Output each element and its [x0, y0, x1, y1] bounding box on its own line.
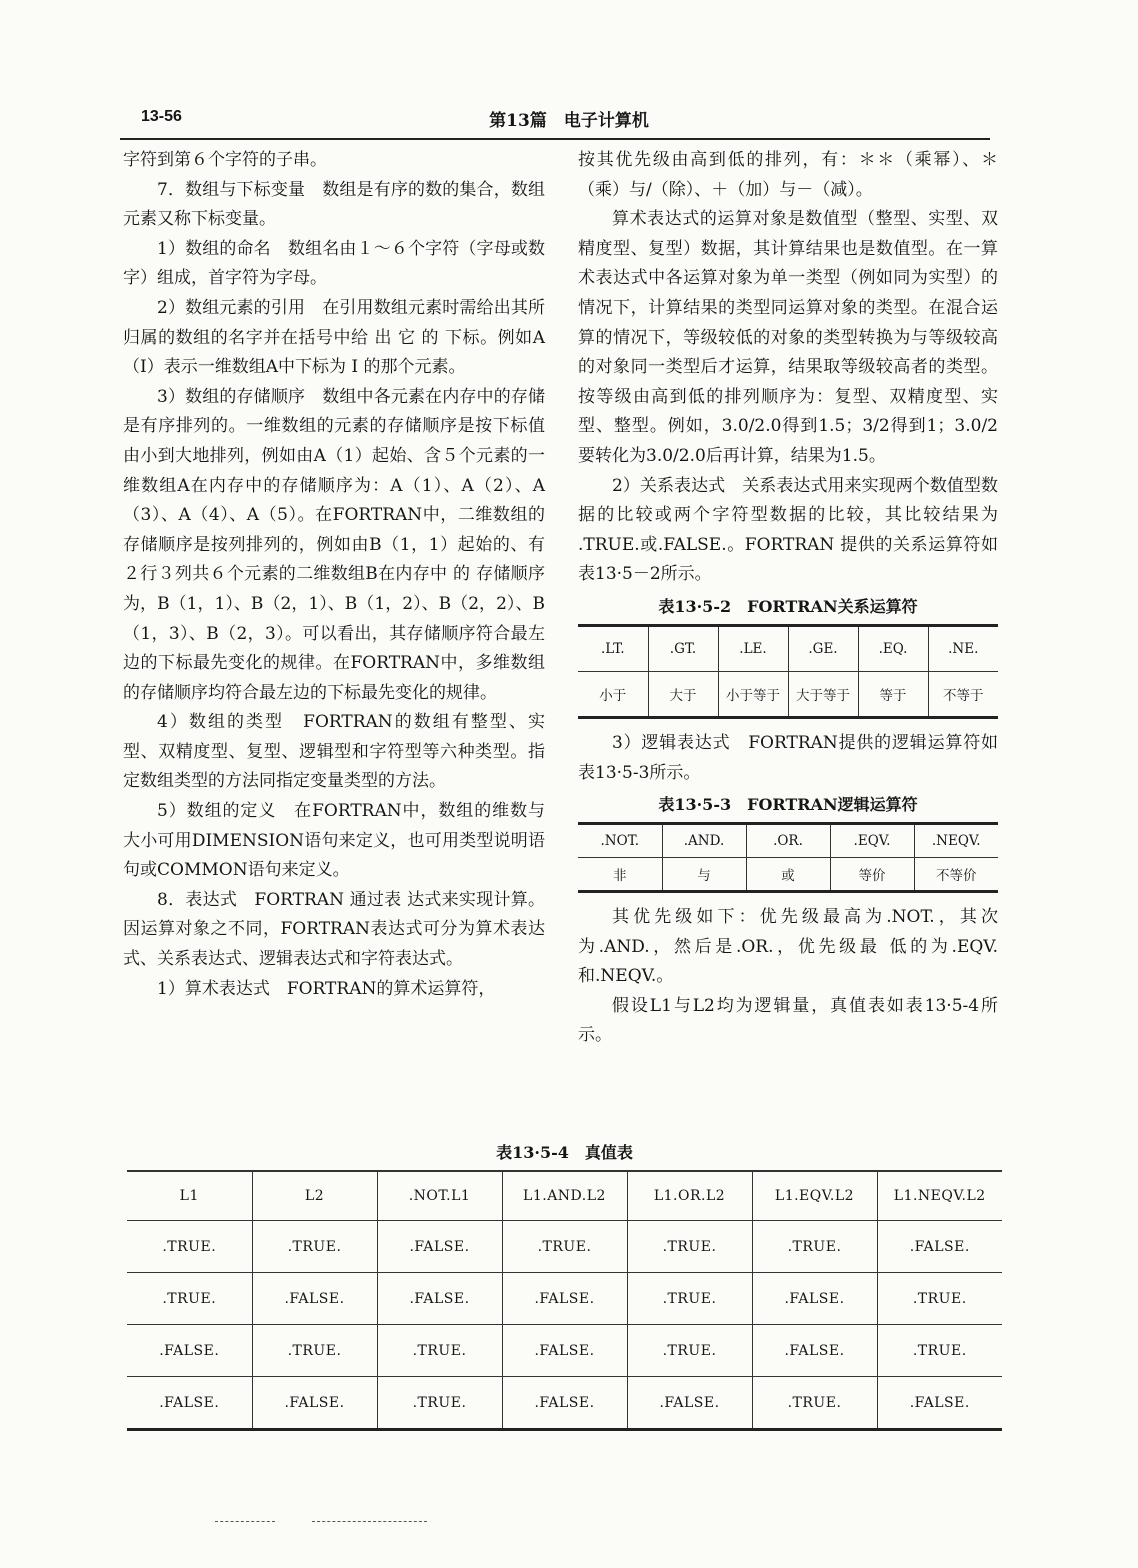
page-number: 13-56	[141, 108, 182, 125]
table-cell: .FALSE.	[377, 1273, 502, 1325]
table-cell: .TRUE.	[252, 1221, 377, 1273]
table-cell: .TRUE.	[877, 1325, 1002, 1377]
table-header-cell: L1.AND.L2	[502, 1171, 627, 1221]
table-cell: 不等价	[914, 858, 998, 892]
paragraph: 2）数组元素的引用 在引用数组元素时需给出其所归属的数组的名字并在括号中给 出 它 的 下标。例如A（I）表示一维数组A中下标为 I 的那个元素。	[123, 297, 545, 378]
table-cell: .TRUE.	[627, 1221, 752, 1273]
footer-mark	[312, 1521, 427, 1522]
chapter-title: 第13篇 电子计算机	[489, 111, 649, 131]
table-cell: 不等于	[928, 671, 998, 717]
table-header-cell: .NOT.L1	[377, 1171, 502, 1221]
relational-operators-table	[578, 624, 998, 719]
table-cell: .LE.	[718, 625, 788, 671]
paragraph: 按其优先级由高到低的排列，有：＊＊（乘幂）、＊（乘）与/（除）、＋（加）与－（减）。	[578, 150, 998, 200]
table-cell: .TRUE.	[752, 1377, 877, 1430]
table-cell: .FALSE.	[377, 1221, 502, 1273]
table-cell: 等于	[858, 671, 928, 717]
table-row	[127, 1325, 1002, 1377]
table-header-cell: L1.OR.L2	[627, 1171, 752, 1221]
table-cell: 等价	[830, 858, 914, 892]
table-cell: .TRUE.	[627, 1325, 752, 1377]
paragraph: 假设L1与L2均为逻辑量，真值表如表13·5-4所示。	[578, 995, 998, 1046]
table-row	[578, 671, 998, 717]
table-cell: .TRUE.	[252, 1325, 377, 1377]
table-cell: .FALSE.	[252, 1273, 377, 1325]
table-cell: .FALSE.	[252, 1377, 377, 1430]
table-cell: .TRUE.	[502, 1221, 627, 1273]
paragraph: 4）数组的类型 FORTRAN的数组有整型、实型、双精度型、复型、逻辑型和字符型等六种类型。指定数组类型的方法同指定变量类型的方法。	[123, 712, 545, 792]
table-cell: .TRUE.	[877, 1273, 1002, 1325]
table-cell: .FALSE.	[877, 1377, 1002, 1430]
table-cell: .NOT.	[578, 824, 662, 858]
table-cell: .NEQV.	[914, 824, 998, 858]
table-cell: 大于	[648, 671, 718, 717]
table-header-cell: L2	[252, 1171, 377, 1221]
table-header-cell: L1.EQV.L2	[752, 1171, 877, 1221]
truth-table	[127, 1170, 1002, 1431]
table-row	[578, 625, 998, 671]
table-cell: .NE.	[928, 625, 998, 671]
table-cell: 或	[746, 858, 830, 892]
table-cell: 小于	[599, 687, 627, 704]
table-cell: .FALSE.	[877, 1221, 1002, 1273]
logical-table-caption: 表13·5-3 FORTRAN逻辑运算符	[658, 795, 918, 815]
table-cell: .TRUE.	[377, 1377, 502, 1430]
table-cell: .FALSE.	[502, 1273, 627, 1325]
right-column	[578, 146, 998, 1051]
table-cell: .FALSE.	[752, 1325, 877, 1377]
table-cell: .TRUE.	[377, 1325, 502, 1377]
paragraph: 3）数组的存储顺序 数组中各元素在内存中的存储是有序排列的。一维数组的元素的存储顺序是按下标值由小到大地排列，例如由A（1）起始、含５个元素的一维数组A在内存中的存储顺序为：A（1）、A（2）、A（3）、A（4）、A（5）。在FORTRAN中，二维数组的存储顺序是按列排列的，例如由B（1，1）起始的、有２行３列共６个元素的二维数组B在内存中 的 存储顺序为，B（1，1）、B（2，1）、B（1，2）、B（2，2）、B（1，3）、B（2，3）。可以看出，其存储顺序符合最左边的下标最先变化的规律。在FORTRAN中，多维数组的存储顺序均符合最左边的下标最先变化的规律。	[123, 386, 545, 703]
paragraph: 8．表达式 FORTRAN 通过表 达式来实现计算。因运算对象之不同，FORTRAN表达式可分为算术表达式、关系表达式、逻辑表达式和字符表达式。	[123, 889, 545, 970]
paragraph: 3）逻辑表达式 FORTRAN提供的逻辑运算符如表13·5-3所示。	[578, 732, 998, 783]
paragraph: 其优先级如下：优先级最高为.NOT.，其次为.AND.，然后是.OR.，优先级最 低的为.EQV.和.NEQV.。	[578, 907, 998, 987]
paragraph: 7．数组与下标变量 数组是有序的数的集合，数组元素又称下标变量。	[123, 179, 545, 230]
header-rule	[120, 138, 990, 140]
table-cell: .TRUE.	[127, 1221, 252, 1273]
table-cell: .GT.	[648, 625, 718, 671]
table-cell: .GE.	[788, 625, 858, 671]
table-cell: .FALSE.	[502, 1377, 627, 1430]
paragraph: 5）数组的定义 在FORTRAN中，数组的维数与大小可用DIMENSION语句来定义，也可用类型说明语句或COMMON语句来定义。	[123, 801, 545, 881]
right-column-top-text	[578, 146, 998, 590]
logical-operators-table	[578, 822, 998, 893]
left-column	[123, 146, 545, 1004]
table-cell: .FALSE.	[127, 1377, 252, 1430]
table-cell: .FALSE.	[752, 1273, 877, 1325]
table-cell: .TRUE.	[752, 1221, 877, 1273]
table-cell: .TRUE.	[127, 1273, 252, 1325]
table-row	[127, 1221, 1002, 1273]
table-cell: .FALSE.	[127, 1325, 252, 1377]
table-cell: 小于等于	[718, 671, 788, 717]
truth-table-caption: 表13·5-4 真值表	[496, 1143, 633, 1162]
table-cell: 非	[613, 868, 627, 885]
table-cell: .TRUE.	[627, 1273, 752, 1325]
table-cell: .EQ.	[858, 625, 928, 671]
table-row	[127, 1273, 1002, 1325]
table-row	[578, 858, 998, 892]
table-row	[127, 1377, 1002, 1430]
paragraph: 1）算术表达式 FORTRAN的算术运算符，	[157, 978, 496, 999]
table-header-row	[127, 1171, 1002, 1221]
table-cell: .FALSE.	[502, 1325, 627, 1377]
footer-mark	[215, 1521, 275, 1522]
table-cell: .EQV.	[830, 824, 914, 858]
table-cell: .AND.	[662, 824, 746, 858]
table-cell: .FALSE.	[627, 1377, 752, 1430]
truth-table-section	[127, 1136, 1002, 1431]
table-cell: 与	[662, 858, 746, 892]
table-row	[578, 824, 998, 858]
right-column-mid-text	[578, 729, 998, 788]
paragraph: 算术表达式的运算对象是数值型（整型、实型、双精度型、复型）数据，其计算结果也是数值型。在一算术表达式中各运算对象为单一类型（例如同为实型）的情况下，计算结果的类型同运算对象的类型。在混合运算的情况下，等级较低的对象的类型转换为与等级较高的对象同一类型后才运算，结果取等级较高者的类型。按等级由高到低的排列顺序为：复型、双精度型、实型、整型。例如，3.0/2.0得到1.5；3/2得到1；3.0/2要转化为3.0/2.0后再计算，结果为1.5。	[578, 209, 998, 466]
table-header-cell: L1.NEQV.L2	[877, 1171, 1002, 1221]
paragraph: 字符到第６个字符的子串。	[123, 150, 327, 170]
table-cell: 大于等于	[788, 671, 858, 717]
relational-table-caption: 表13·5-2 FORTRAN关系运算符	[658, 596, 918, 616]
paragraph: 2）关系表达式 关系表达式用来实现两个数值型数据的比较或两个字符型数据的比较，其比较结果为 .TRUE.或.FALSE.。FORTRAN 提供的关系运算符如表13·5－2所示。	[578, 475, 998, 585]
table-header-cell: L1	[179, 1188, 199, 1204]
right-column-bottom-text	[578, 903, 998, 1051]
paragraph: 1）数组的命名 数组名由１～６个字符（字母或数字）组成，首字符为字母。	[123, 238, 545, 289]
table-cell: .OR.	[746, 824, 830, 858]
table-cell: .LT.	[578, 625, 648, 671]
